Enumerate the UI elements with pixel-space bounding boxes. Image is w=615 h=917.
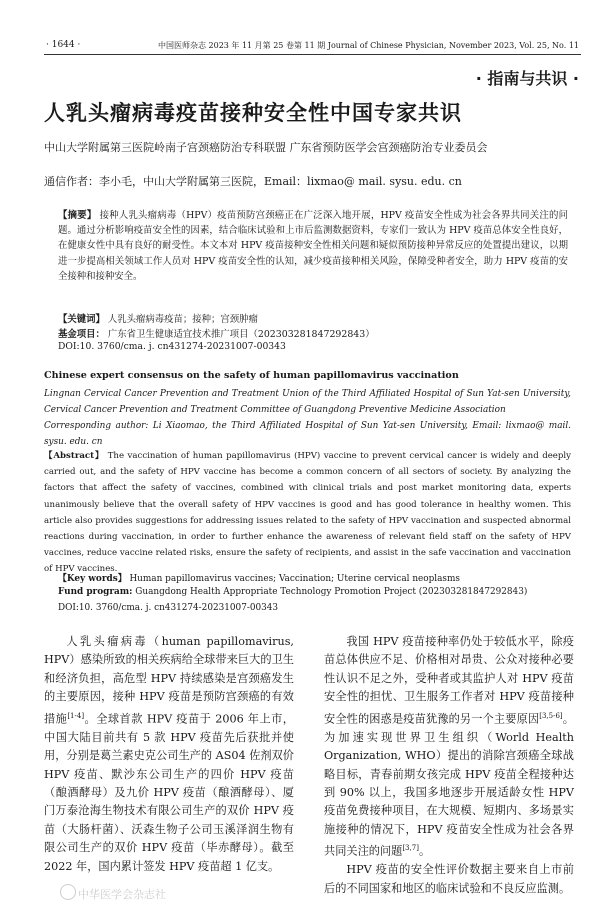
abstract-cn-label: 【摘要】: [58, 210, 97, 221]
keywords-cn-label: 【关键词】: [58, 314, 105, 325]
funding-en-text: Guangdong Health Appropriate Technology Promotion Project (202303281847292843): [135, 587, 528, 597]
watermark-logo-icon: [60, 884, 76, 900]
page-number: · 1644 ·: [46, 40, 81, 50]
abstract-cn: [58, 208, 568, 284]
english-affiliation: Lingnan Cervical Cancer Prevention and Treatment Union of the Third Affiliated Hospital of Sun Yat-sen University, Cervical Cancer Prevention and Treatment Committee of Guangdong Preventive Medicine Association: [44, 389, 571, 415]
abstract-en-label: 【Abstract】: [44, 451, 105, 461]
affiliation: 中山大学附属第三医院岭南子宫颈癌防治专科联盟 广东省预防医学会宫颈癌防治专业委员会: [44, 141, 488, 154]
header-rule: [44, 54, 581, 55]
doi-en: DOI:10. 3760/cma. j. cn431274-20231007-00343: [58, 603, 279, 613]
article-title: 人乳头瘤病毒疫苗接种安全性中国专家共识: [44, 100, 462, 125]
body-column-right: [324, 633, 574, 898]
english-correspondence: Corresponding author: Li Xiaomao, the Third Affiliated Hospital of Sun Yat-sen University, Email: lixmao@ mail. sysu. edu. cn: [44, 421, 571, 447]
correspondence: 通信作者：李小毛，中山大学附属第三医院，Email：lixmao@ mail. sysu. edu. cn: [44, 175, 462, 188]
abstract-cn-text: 接种人乳头瘤病毒（HPV）疫苗预防宫颈癌正在广泛深入地开展，HPV 疫苗安全性成为社会各界共同关注的问题。通过分析影响疫苗安全性的因素，结合临床试验和上市后监测数据资料，专家们一致认为 HPV 疫苗总体安全性良好，在健康女性中具有良好的耐受性。本文本对 HPV 疫苗接种安全性相关问题和疑似预防接种异常反应的处置提出建议，以期进一步提高相关领域工作人员对 HPV 疫苗安全性的认知，减少疫苗接种相关风险，保障受种者安全，助力 HPV 疫苗的安全接种和接种安全。: [58, 210, 568, 282]
body-paragraph: HPV 疫苗的安全性评价数据主要来自上市前后的不同国家和地区的临床试验和不良反应监测。: [324, 863, 574, 895]
keywords-en: [58, 571, 460, 584]
abstract-en: [44, 448, 571, 578]
citation: [3,5-6]: [539, 711, 563, 720]
funding-cn: [58, 326, 375, 340]
body-paragraph: 人乳头瘤病毒（human papillomavirus, HPV）感染所致的相关疾病给全球带来巨大的卫生和经济负担，高危型 HPV 持续感染是宫颈癌发生的主要原因，接种 HPV 疫苗是预防宫颈癌的有效措施[1-4]。全球首款 HPV 疫苗于 2006 年上市，中国大陆目前共有 5 款 HPV 疫苗先后获批并使用，分别是葛兰素史克公司生产的 AS04 佐剂双价 HPV 疫苗、默沙东公司生产的四价 HPV 疫苗（酿酒酵母）及九价 HPV 疫苗（酿酒酵母）、厦门万泰沧海生物技术有限公司生产的双价 HPV 疫苗（大肠杆菌）、沃森生物子公司玉溪泽润生物有限公司生产的双价 HPV 疫苗（毕赤酵母）。截至 2022 年，国内累计签发 HPV 疫苗超 1 亿支。: [44, 635, 294, 873]
body-column-left: [44, 633, 294, 876]
journal-header: 中国医师杂志 2023 年 11 月第 25 卷第 11 期 Journal of Chinese Physician, November 2023, Vol. 25, No. 11: [157, 41, 579, 50]
funding-cn-text: 广东省卫生健康适宜技术推广项目（20230328184729​2843）: [107, 329, 375, 340]
funding-cn-label: 基金项目：: [58, 329, 105, 340]
funding-en: [58, 587, 527, 597]
body-paragraph: 我国 HPV 疫苗接种率仍处于较低水平，除疫苗总体供应不足、价格相对昂贵、公众对接种必要性认识不足之外，受种者或其监护人对 HPV 疫苗安全性的担忧、卫生服务工作者对 HPV 疫苗接种安全性的困惑是疫苗犹豫的另一个主要原因[3,5-6]。为加速实现世界卫生组织（World Health Organization, WHO）提出的消除宫颈癌全球战略目标，青春前期女孩完成 HPV 疫苗全程接种达到 90% 以上，我国多地逐步开展适龄女性 HPV 疫苗免费接种项目，在大规模、短期内、多场景实施接种的情况下，HPV 疫苗安全性成为社会各界共同关注的问题[3,7]。: [324, 635, 574, 858]
section-tag: · 指南与共识 ·: [475, 69, 579, 88]
funding-en-label: Fund program:: [58, 587, 133, 597]
keywords-en-text: Human papillomavirus vaccines; Vaccination; Uterine cervical neoplasms: [129, 574, 460, 584]
doi-cn: DOI:10. 3760/cma. j. cn431274-20231007-00343: [58, 341, 286, 352]
keywords-cn: [58, 311, 258, 325]
keywords-cn-text: 人乳头瘤病毒疫苗；接种；宫颈肿瘤: [107, 314, 258, 325]
abstract-en-text: The vaccination of human papillomavirus (HPV) vaccine to prevent cervical cancer is widely and deeply carried out, and the safety of HPV vaccine has become a common concern of all sectors of society. By analyzing the factors that affect the safety of vaccines, combined with clinical trials and post market monitoring data, experts unanimously believe that the overall safety of HPV vaccines is good and has good tolerance in healthy women. This article also provides suggestions for addressing issues related to the safety of HPV vaccination and suspected abnormal reactions during vaccination, in order to further enhance the awareness of relevant field staff on the safety of HPV vaccines, reduce vaccine related risks, ensure the safety of recipients, and assist in the safe vaccination and vaccination of HPV vaccines.: [44, 451, 571, 575]
keywords-en-label: 【Key words】: [58, 574, 127, 584]
watermark: 中华医学会杂志社: [78, 888, 166, 901]
english-title: Chinese expert consensus on the safety of human papillomavirus vaccination: [44, 370, 459, 381]
citation: [1-4]: [67, 711, 85, 720]
citation: [3,7]: [402, 844, 419, 853]
